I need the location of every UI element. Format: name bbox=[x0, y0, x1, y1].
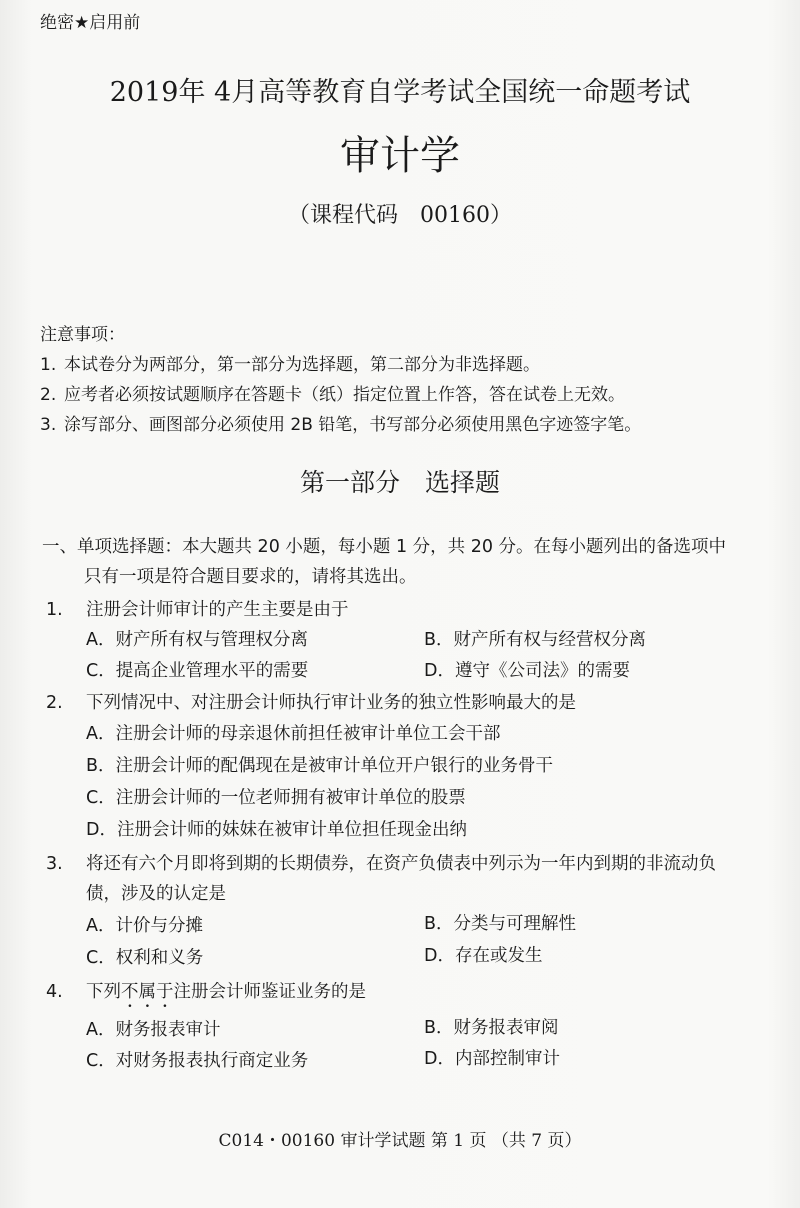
question-3-continued: 债，涉及的认定是 bbox=[86, 884, 226, 904]
option-a: A．注册会计师的母亲退休前担任被审计单位工会干部 bbox=[86, 724, 501, 744]
option-d: D．注册会计师的妹妹在被审计单位担任现金出纳 bbox=[86, 820, 467, 840]
notice-item bbox=[40, 410, 641, 435]
option-b: B．注册会计师的配偶现在是被审计单位开户银行的业务骨干 bbox=[86, 756, 554, 776]
option-d: D．内部控制审计 bbox=[424, 1049, 560, 1069]
option-d: D．存在或发生 bbox=[424, 946, 543, 966]
notice-item bbox=[40, 380, 625, 405]
page-footer: C014・00160 审计学试题 第 1 页 （共 7 页） bbox=[218, 1131, 582, 1151]
question-number: 4. bbox=[46, 982, 63, 1002]
option-b: B．分类与可理解性 bbox=[424, 914, 577, 934]
option-a: A．财产所有权与管理权分离 bbox=[86, 630, 308, 650]
notice-num: 3. bbox=[40, 415, 57, 435]
notice-item bbox=[40, 350, 540, 375]
question-text-post: 注册会计师鉴证业务的是 bbox=[173, 982, 366, 1002]
option-c: C．注册会计师的一位老师拥有被审计单位的股票 bbox=[86, 788, 466, 808]
subject-title: 审计学 bbox=[340, 133, 460, 179]
question-text-pre: 下列 bbox=[86, 982, 121, 1002]
option-a: A．计价与分摊 bbox=[86, 916, 203, 936]
question-number: 1. bbox=[46, 600, 63, 620]
section-instructions-line1: 一、单项选择题：本大题共 20 小题，每小题 1 分，共 20 分。在每小题列出的备选项中 bbox=[42, 537, 727, 557]
part-title: 第一部分 选择题 bbox=[299, 468, 500, 497]
question-number: 2. bbox=[46, 693, 63, 713]
notice-num: 2. bbox=[40, 385, 57, 405]
question-2 bbox=[46, 689, 576, 714]
confidential-label: 绝密★启用前 bbox=[40, 13, 141, 33]
notice-text: 应考者必须按试题顺序在答题卡（纸）指定位置上作答，答在试卷上无效。 bbox=[64, 385, 625, 405]
question-number: 3. bbox=[46, 854, 63, 874]
option-c: C．提高企业管理水平的需要 bbox=[86, 661, 309, 681]
notice-num: 1. bbox=[40, 355, 57, 375]
notice-text: 涂写部分、画图部分必须使用 2B 铅笔，书写部分必须使用黑色字迹签字笔。 bbox=[64, 415, 642, 435]
question-text: 将还有六个月即将到期的长期债券，在资产负债表中列示为一年内到期的非流动负 bbox=[86, 854, 716, 874]
option-c: C．对财务报表执行商定业务 bbox=[86, 1051, 309, 1071]
option-d: D．遵守《公司法》的需要 bbox=[424, 661, 630, 681]
question-3 bbox=[46, 850, 716, 875]
option-c: C．权利和义务 bbox=[86, 948, 204, 968]
course-code: （课程代码 00160） bbox=[288, 203, 512, 228]
emphasized-text: 不属于 bbox=[121, 982, 174, 1002]
option-b: B．财务报表审阅 bbox=[424, 1018, 559, 1038]
question-text: 下列情况中、对注册会计师执行审计业务的独立性影响最大的是 bbox=[86, 693, 576, 713]
question-1 bbox=[46, 596, 349, 621]
option-b: B．财产所有权与经营权分离 bbox=[424, 630, 647, 650]
exam-title: 2019年 4月高等教育自学考试全国统一命题考试 bbox=[109, 77, 691, 108]
notice-heading: 注意事项： bbox=[40, 325, 125, 345]
option-a: A．财务报表审计 bbox=[86, 1020, 221, 1040]
question-4 bbox=[46, 978, 366, 1012]
question-text: 注册会计师审计的产生主要是由于 bbox=[86, 600, 349, 620]
section-instructions-line2: 只有一项是符合题目要求的，请将其选出。 bbox=[84, 567, 417, 587]
notice-text: 本试卷分为两部分，第一部分为选择题，第二部分为非选择题。 bbox=[64, 355, 540, 375]
